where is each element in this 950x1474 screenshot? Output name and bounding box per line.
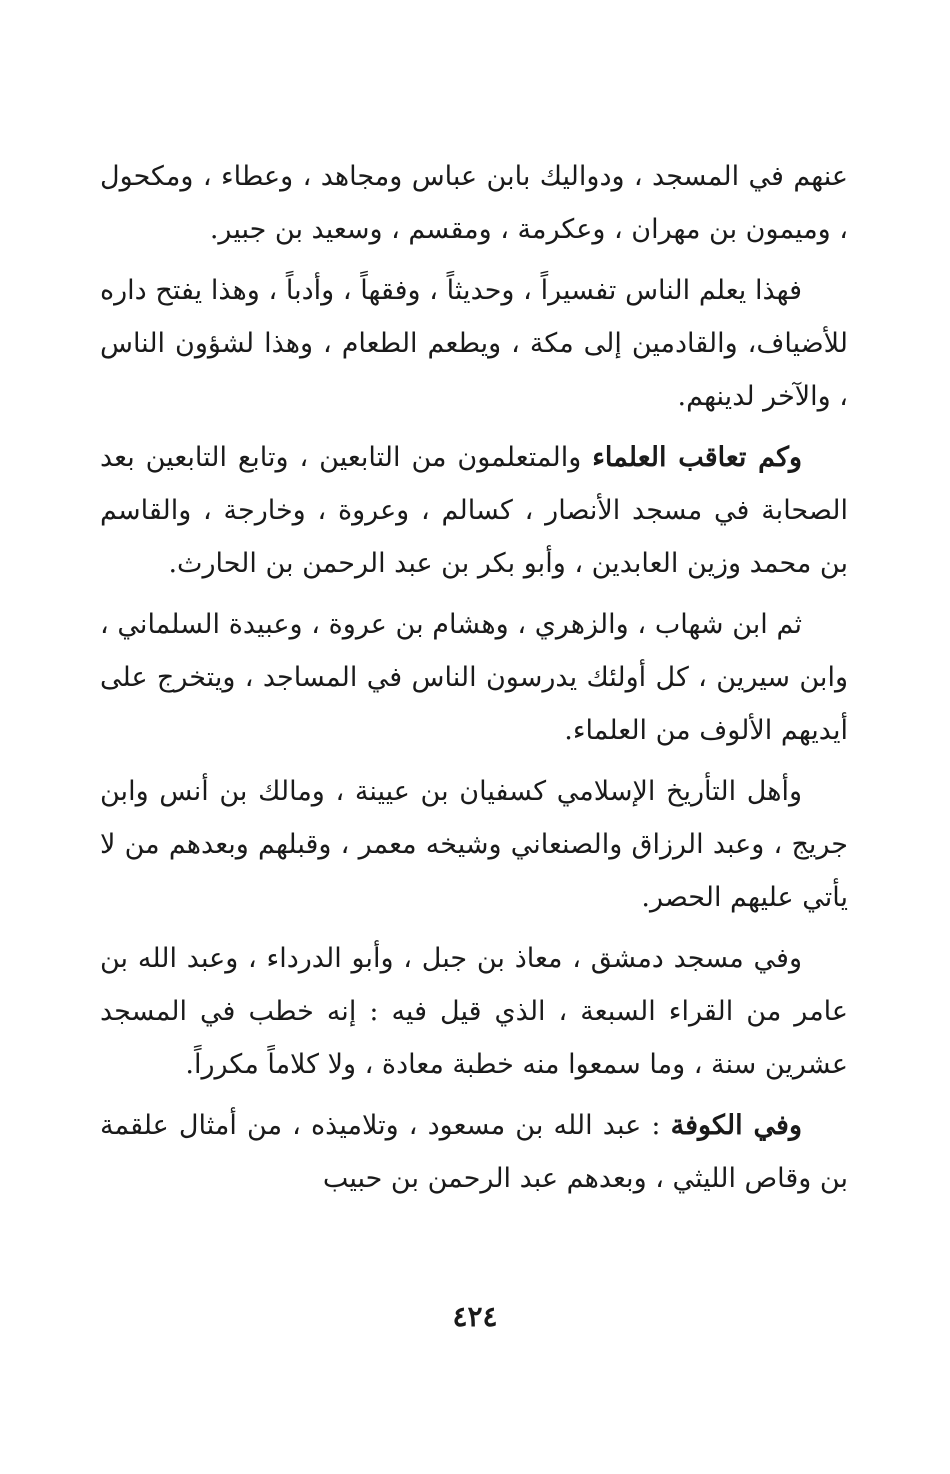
paragraph-7-text: : عبد الله بن مسعود ، وتلاميذه ، من أمثال علقمة بن وقاص الليثي ، وبعدهم عبد الرحمن بن حبيب: [100, 1110, 848, 1194]
paragraph-3-lead: وكم تعاقب العلماء: [592, 442, 802, 473]
paragraph-3: [100, 431, 848, 590]
paragraph-2-text: فهذا يعلم الناس تفسيراً ، وحديثاً ، وفقهاً ، وأدباً ، وهذا يفتح داره للأضياف، والقادمين إلى مكة ، ويطعم الطعام ، وهذا لشؤون الناس ، والآخر لدينهم.: [100, 275, 848, 412]
paragraph-4-text: ثم ابن شهاب ، والزهري ، وهشام بن عروة ، وعبيدة السلماني ، وابن سيرين ، كل أولئك يدرسون الناس في المساجد ، ويتخرج على أيديهم الألوف من العلماء.: [100, 609, 848, 746]
paragraph-2: [100, 264, 848, 423]
paragraph-6-text: وفي مسجد دمشق ، معاذ بن جبل ، وأبو الدرداء ، وعبد الله بن عامر من القراء السبعة ، الذي قيل فيه : إنه خطب في المسجد عشرين سنة ، وما سمعوا منه خطبة معادة ، ولا كلاماً مكرراً.: [100, 943, 848, 1080]
paragraph-1: [100, 150, 848, 256]
paragraph-3-text: والمتعلمون من التابعين ، وتابع التابعين بعد الصحابة في مسجد الأنصار ، كسالم ، وعروة ، وخارجة ، والقاسم بن محمد وزين العابدين ، وأبو بكر بن عبد الرحمن بن الحارث.: [100, 442, 848, 579]
paragraph-4: [100, 598, 848, 757]
paragraph-6: [100, 932, 848, 1091]
paragraph-7: [100, 1099, 848, 1205]
paragraph-1-text: عنهم في المسجد ، ودواليك بابن عباس ومجاهد ، وعطاء ، ومكحول ، وميمون بن مهران ، وعكرمة ، ومقسم ، وسعيد بن جبير.: [100, 161, 848, 245]
paragraph-5: [100, 765, 848, 924]
paragraph-5-text: وأهل التأريخ الإسلامي كسفيان بن عيينة ، ومالك بن أنس وابن جريج ، وعبد الرزاق والصنعاني وشيخه معمر ، وقبلهم وبعدهم من لا يأتي عليهم الحصر.: [100, 776, 848, 913]
page-number: ٤٢٤: [452, 1300, 498, 1333]
body-text: [100, 150, 848, 1213]
paragraph-7-lead: وفي الكوفة: [670, 1110, 802, 1141]
